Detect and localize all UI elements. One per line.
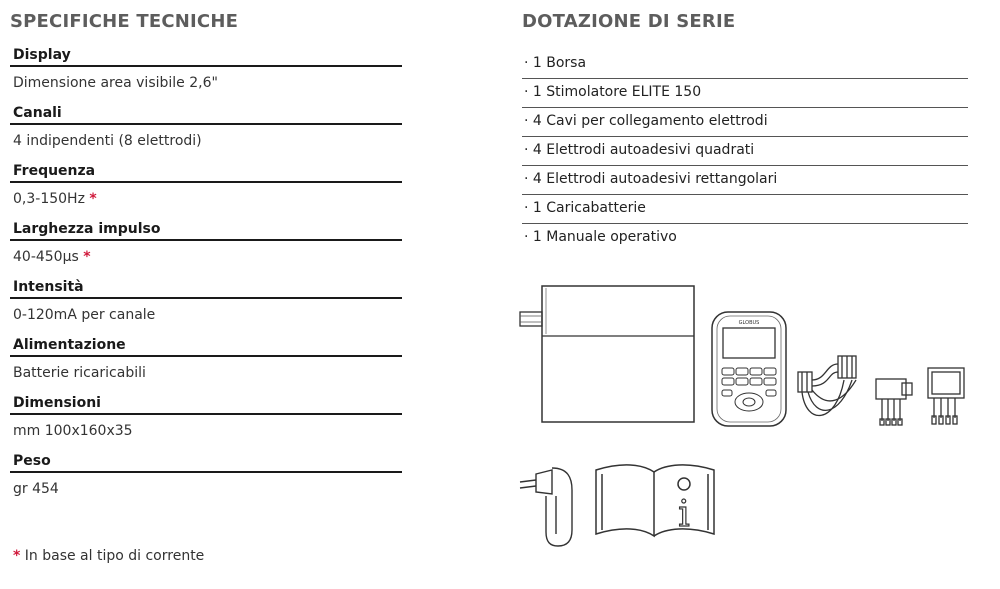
tech-specs-section: [10, 0, 402, 508]
kit-item: · 4 Elettrodi autoadesivi rettangolari: [522, 166, 968, 195]
kit-list: [522, 50, 968, 253]
spec-value: Batterie ricaricabili: [13, 365, 146, 381]
spec-label: Peso: [10, 450, 402, 473]
spec-value: Dimensione area visibile 2,6": [13, 75, 218, 91]
stimulator-icon: [706, 310, 792, 430]
spec-value: gr 454: [13, 481, 59, 497]
spec-value: 40-450μs *: [13, 249, 91, 265]
specs-heading: SPECIFICHE TECNICHE: [10, 11, 239, 32]
footnote: [13, 548, 204, 564]
kit-item: · 4 Cavi per collegamento elettrodi: [522, 108, 968, 137]
spec-canali: [10, 102, 402, 160]
spec-label: Larghezza impulso: [10, 218, 402, 241]
spec-alimentazione: [10, 334, 402, 392]
cables-icon: [796, 350, 862, 426]
spec-value: 0-120mA per canale: [13, 307, 156, 323]
manual-info-glyph: i: [678, 494, 690, 535]
kit-item: · 1 Manuale operativo: [524, 229, 677, 245]
spec-peso: [10, 450, 402, 508]
asterisk-mark: *: [83, 249, 91, 265]
spec-label: Canali: [10, 102, 402, 125]
spec-value: mm 100x160x35: [13, 423, 133, 439]
spec-intensita: [10, 276, 402, 334]
kit-item: · 1 Borsa: [522, 50, 968, 79]
spec-display: [10, 44, 402, 102]
asterisk-mark: *: [13, 548, 21, 564]
kit-heading: DOTAZIONE DI SERIE: [522, 11, 736, 32]
charger-icon: [516, 460, 586, 550]
specs-list: [10, 44, 402, 508]
spec-frequenza: [10, 160, 402, 218]
spec-value: 4 indipendenti (8 elettrodi): [13, 133, 202, 149]
spec-dimensioni: [10, 392, 402, 450]
asterisk-mark: *: [89, 191, 97, 207]
spec-value: 0,3-150Hz *: [13, 191, 97, 207]
device-brand: GLOBUS: [738, 320, 760, 326]
spec-label: Intensità: [10, 276, 402, 299]
kit-item: · 1 Caricabatterie: [522, 195, 968, 224]
spec-label: Frequenza: [10, 160, 402, 183]
manual-icon: [592, 460, 720, 540]
kit-item: · 4 Elettrodi autoadesivi quadrati: [522, 137, 968, 166]
standard-kit-section: [522, 0, 968, 253]
bag-icon: [516, 282, 696, 426]
spec-larghezza-impulso: [10, 218, 402, 276]
spec-label: Alimentazione: [10, 334, 402, 357]
square-electrode-icon: [872, 375, 916, 427]
rectangular-electrode-icon: [924, 364, 972, 426]
spec-label: Dimensioni: [10, 392, 402, 415]
spec-label: Display: [10, 44, 402, 67]
kit-item: · 1 Stimolatore ELITE 150: [522, 79, 968, 108]
footnote-text: In base al tipo di corrente: [24, 548, 205, 564]
